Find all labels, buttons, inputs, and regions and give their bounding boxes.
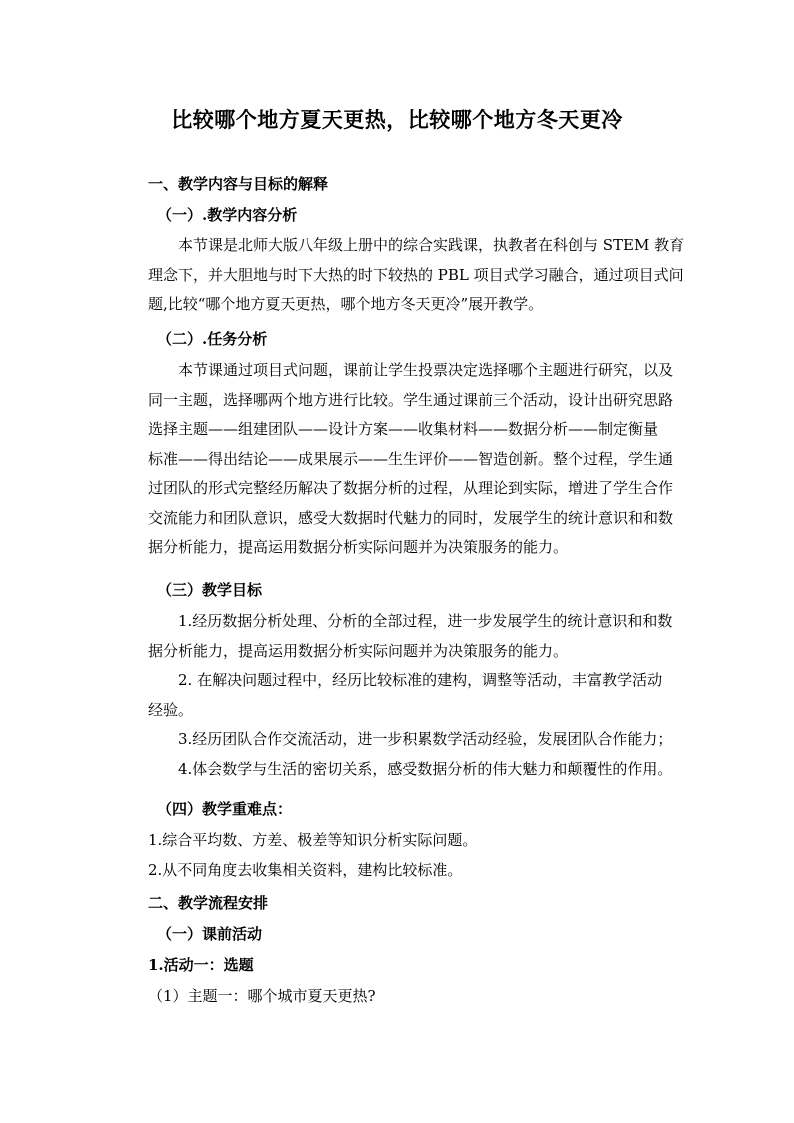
list-item-continuation: 经验。 [148, 700, 194, 719]
list-key-difficulties [148, 826, 678, 885]
text-line: 据分析能力，提高运用数据分析实际问题并为决策服务的能力。 [148, 538, 569, 556]
text-line: 本节课是北师大版八年级上册中的综合实践课，执教者在科创与 STEM 教育 [178, 236, 685, 254]
text-line: 理念下，并大胆地与时下大热的时下较热的 PBL 项目式学习融合，通过项目式问 [148, 265, 684, 284]
text-line: 题,比较“哪个地方夏天更热，哪个地方冬天更冷”展开教学。 [148, 295, 544, 313]
section-heading-1: 一、教学内容与目标的解释 [148, 175, 329, 193]
text-line: 同一主题，选择哪两个地方进行比较。学生通过课前三个活动，设计出研究思路 [148, 390, 674, 409]
page-title: 比较哪个地方夏天更热，比较哪个地方冬天更冷 [171, 107, 623, 132]
text-line: 本节课通过项目式问题，课前让学生投票决定选择哪个主题进行研究，以及 [178, 361, 674, 379]
subsection-heading-pre-class-activities: （一）课前活动 [157, 925, 263, 943]
list-item: 2.从不同角度去收集相关资料，建构比较标准。 [148, 860, 463, 879]
list-item: 3.经历团队合作交流活动，进一步积累数学活动经验，发展团队合作能力； [178, 730, 673, 748]
activity-heading-topic-selection: 1.活动一：选题 [148, 956, 254, 974]
subsection-heading-key-difficulties: （四）教学重难点： [157, 800, 293, 818]
paragraph-content-analysis [148, 231, 685, 320]
text-line: 过团队的形式完整经历解决了数据分析的过程，从理论到实际，增进了学生合作 [148, 479, 674, 497]
list-teaching-goals [148, 607, 678, 784]
subsection-heading-task-analysis: （二）.任务分析 [157, 330, 268, 348]
subsection-heading-content-analysis: （一）.教学内容分析 [157, 206, 298, 224]
list-item: 1.经历数据分析处理、分析的全部过程，进一步发展学生的统计意识和和数 [178, 612, 673, 630]
text-line: 交流能力和团队意识，感受大数据时代魅力的同时，发展学生的统计意识和和数 [148, 508, 674, 527]
list-item: 4.体会数学与生活的密切关系，感受数据分析的伟大魅力和颠覆性的作用。 [178, 759, 673, 778]
section-heading-2: 二、教学流程安排 [148, 894, 269, 912]
subsection-heading-teaching-goals: （三）教学目标 [157, 581, 263, 599]
list-item-topic-one: （1）主题一：哪个城市夏天更热? [148, 987, 376, 1005]
list-item-continuation: 据分析能力，提高运用数据分析实际问题并为决策服务的能力。 [148, 641, 569, 660]
text-line: 标准——得出结论——成果展示——生生评价——智造创新。整个过程，学生通 [148, 449, 674, 468]
list-item: 1.综合平均数、方差、极差等知识分析实际问题。 [148, 831, 478, 849]
list-item: 2. 在解决问题过程中，经历比较标准的建构，调整等活动，丰富教学活动 [178, 671, 663, 689]
text-line: 选择主题——组建团队——设计方案——收集材料——数据分析——制定衡量 [148, 420, 659, 438]
paragraph-task-analysis [148, 356, 678, 563]
